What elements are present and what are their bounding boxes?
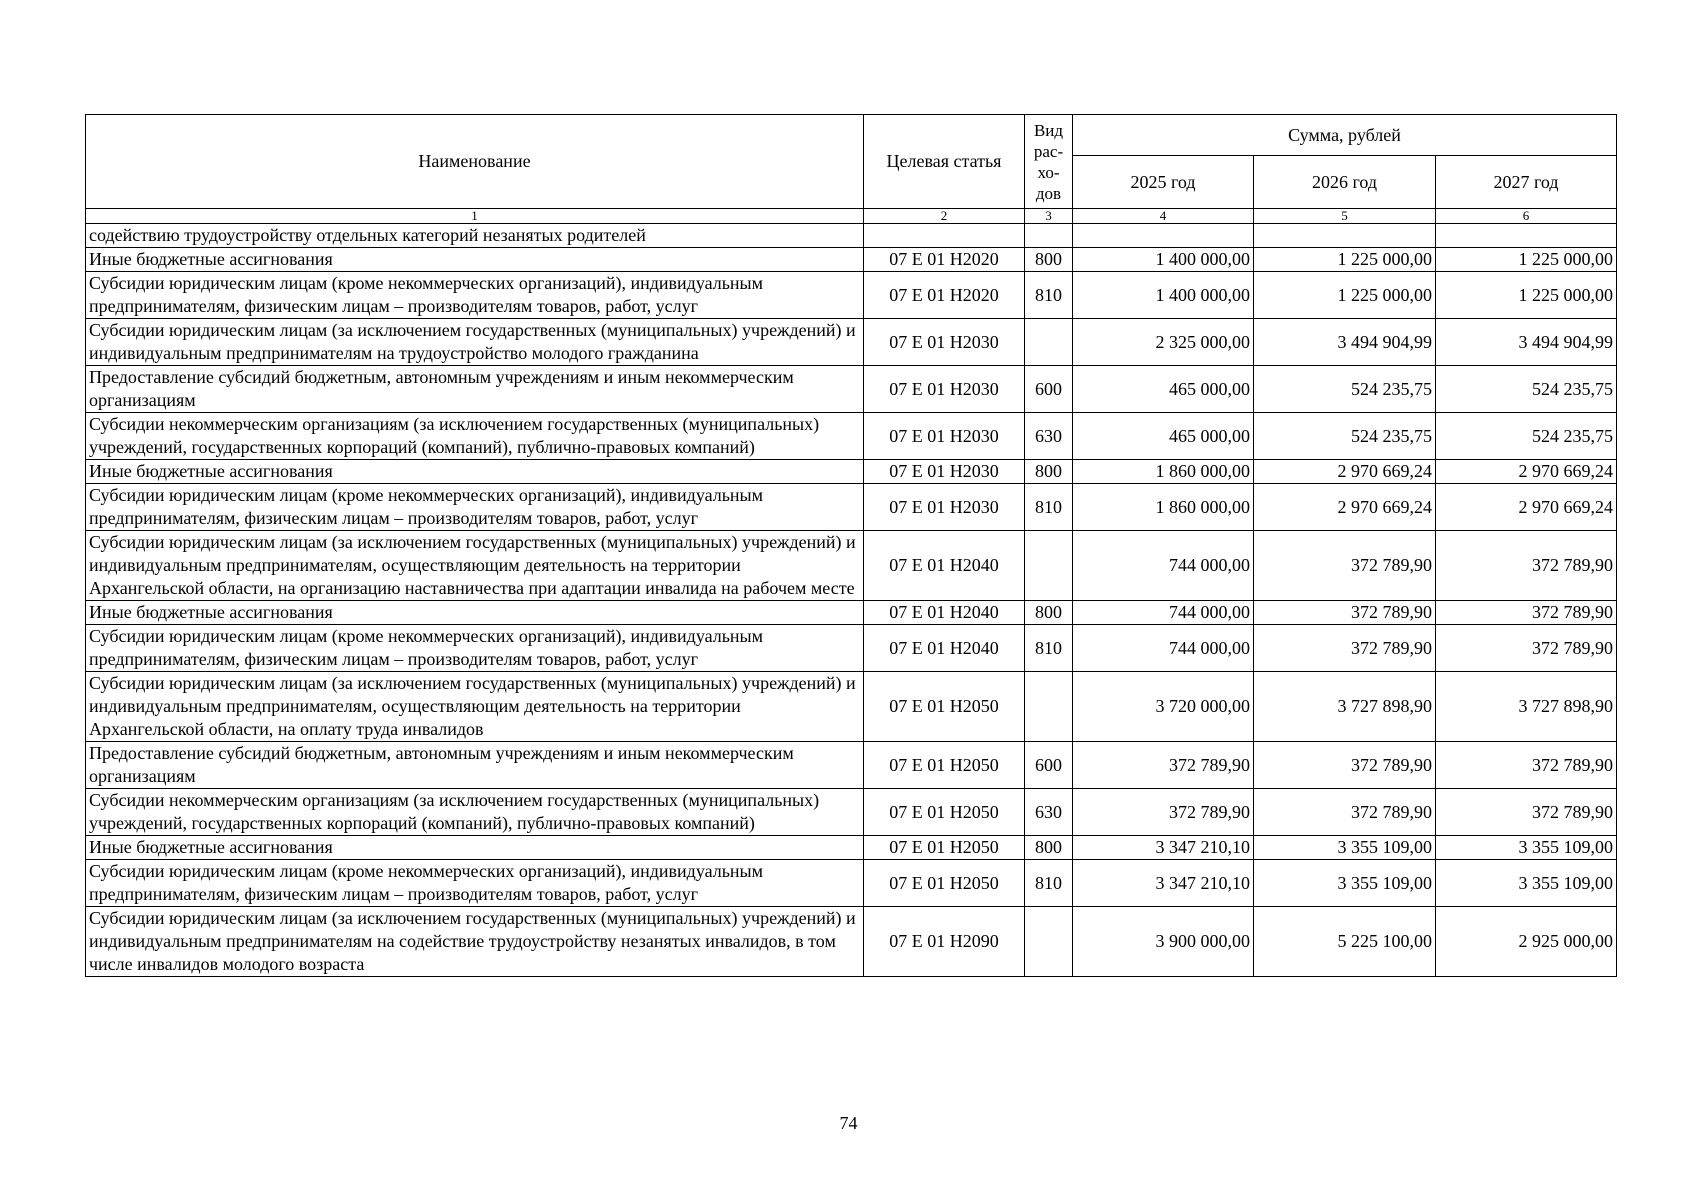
cell-expense-type: 800 [1025,601,1073,625]
table-row [86,531,1617,601]
cell-amount-2025: 3 347 210,10 [1073,836,1254,860]
cell-amount-2026: 3 355 109,00 [1254,836,1436,860]
cell-amount-2025: 1 400 000,00 [1073,272,1254,319]
cell-expense-type [1025,531,1073,601]
cell-amount-2027: 372 789,90 [1436,531,1617,601]
table-row [86,625,1617,672]
cell-amount-2025: 372 789,90 [1073,742,1254,789]
cell-amount-2026: 3 727 898,90 [1254,672,1436,742]
cell-amount-2025: 372 789,90 [1073,789,1254,836]
cell-name: Субсидии юридическим лицам (за исключением государственных (муниципальных) учреждений) и индивидуальным предпринимателям на трудоустройство молодого гражданина [86,319,864,366]
cell-amount-2027: 2 925 000,00 [1436,907,1617,977]
cell-amount-2027: 2 970 669,24 [1436,484,1617,531]
cell-expense-type [1025,672,1073,742]
header-expense-type-line: хо- [1037,162,1060,182]
cell-amount-2027: 3 494 904,99 [1436,319,1617,366]
column-number-row [86,209,1617,224]
budget-table [85,114,1617,977]
column-number: 2 [864,209,1025,224]
cell-amount-2026: 3 355 109,00 [1254,860,1436,907]
cell-amount-2025: 2 325 000,00 [1073,319,1254,366]
cell-name: Субсидии некоммерческим организациям (за исключением государственных (муниципальных) учреждений, государственных корпораций (компаний), публично-правовых компаний) [86,413,864,460]
table-body [86,224,1617,977]
cell-amount-2026: 1 225 000,00 [1254,272,1436,319]
header-target-article: Целевая статья [864,115,1025,209]
cell-amount-2025: 744 000,00 [1073,625,1254,672]
cell-amount-2027 [1436,224,1617,248]
cell-amount-2027: 524 235,75 [1436,366,1617,413]
header-year-2026: 2026 год [1254,156,1436,209]
cell-amount-2026: 372 789,90 [1254,742,1436,789]
cell-name: Субсидии юридическим лицам (кроме некоммерческих организаций), индивидуальным предпринимателям, физическим лицам – производителям товаров, работ, услуг [86,625,864,672]
cell-amount-2027: 3 727 898,90 [1436,672,1617,742]
header-expense-type-line: рас- [1033,141,1064,161]
cell-amount-2027: 372 789,90 [1436,742,1617,789]
cell-target-article: 07 Е 01 Н2050 [864,742,1025,789]
column-number: 6 [1436,209,1617,224]
cell-expense-type [1025,907,1073,977]
cell-target-article: 07 Е 01 Н2020 [864,272,1025,319]
cell-amount-2027: 3 355 109,00 [1436,860,1617,907]
cell-expense-type: 600 [1025,742,1073,789]
cell-amount-2025: 3 720 000,00 [1073,672,1254,742]
cell-amount-2026: 3 494 904,99 [1254,319,1436,366]
cell-amount-2026: 2 970 669,24 [1254,460,1436,484]
cell-target-article: 07 Е 01 Н2090 [864,907,1025,977]
cell-amount-2026: 524 235,75 [1254,366,1436,413]
table-row [86,484,1617,531]
table-row [86,272,1617,319]
column-number: 5 [1254,209,1436,224]
header-year-2025: 2025 год [1073,156,1254,209]
cell-amount-2025: 1 860 000,00 [1073,460,1254,484]
table-row [86,248,1617,272]
cell-amount-2026 [1254,224,1436,248]
cell-expense-type [1025,319,1073,366]
cell-target-article: 07 Е 01 Н2020 [864,248,1025,272]
cell-expense-type: 600 [1025,366,1073,413]
cell-name: Субсидии юридическим лицам (за исключением государственных (муниципальных) учреждений) и индивидуальным предпринимателям на содействие трудоустройству незанятых инвалидов, в том числе инвалидов молодого возраста [86,907,864,977]
cell-target-article: 07 Е 01 Н2040 [864,625,1025,672]
cell-target-article: 07 Е 01 Н2040 [864,601,1025,625]
table-row [86,224,1617,248]
cell-expense-type: 800 [1025,836,1073,860]
header-expense-type-line: Вид [1033,120,1064,140]
cell-name: Иные бюджетные ассигнования [86,248,864,272]
cell-name: Иные бюджетные ассигнования [86,601,864,625]
table-row [86,860,1617,907]
cell-amount-2025: 744 000,00 [1073,531,1254,601]
cell-target-article: 07 Е 01 Н2050 [864,836,1025,860]
cell-amount-2026: 524 235,75 [1254,413,1436,460]
cell-target-article: 07 Е 01 Н2030 [864,366,1025,413]
page-number: 74 [839,1113,858,1133]
cell-name: Субсидии некоммерческим организациям (за исключением государственных (муниципальных) учреждений, государственных корпораций (компаний), публично-правовых компаний) [86,789,864,836]
header-expense-type-line: дов [1035,183,1062,203]
cell-expense-type: 800 [1025,248,1073,272]
cell-target-article: 07 Е 01 Н2050 [864,672,1025,742]
cell-name: Субсидии юридическим лицам (кроме некоммерческих организаций), индивидуальным предпринимателям, физическим лицам – производителям товаров, работ, услуг [86,484,864,531]
cell-name: Субсидии юридическим лицам (за исключением государственных (муниципальных) учреждений) и индивидуальным предпринимателям, осуществляющим деятельность на территории Архангельской области, на организацию наставничества при адаптации инвалида на рабочем месте [86,531,864,601]
table-row [86,319,1617,366]
cell-target-article: 07 Е 01 Н2030 [864,319,1025,366]
cell-target-article: 07 Е 01 Н2050 [864,860,1025,907]
header-name: Наименование [86,115,864,209]
cell-amount-2025: 465 000,00 [1073,413,1254,460]
cell-amount-2025: 3 900 000,00 [1073,907,1254,977]
cell-name: Субсидии юридическим лицам (за исключением государственных (муниципальных) учреждений) и индивидуальным предпринимателям, осуществляющим деятельность на территории Архангельской области, на оплату труда инвалидов [86,672,864,742]
cell-amount-2027: 2 970 669,24 [1436,460,1617,484]
cell-name: Иные бюджетные ассигнования [86,460,864,484]
cell-expense-type: 800 [1025,460,1073,484]
cell-target-article: 07 Е 01 Н2030 [864,460,1025,484]
table-row [86,907,1617,977]
table-row [86,836,1617,860]
table-row [86,789,1617,836]
cell-amount-2026: 2 970 669,24 [1254,484,1436,531]
cell-expense-type: 630 [1025,413,1073,460]
header-row-top [86,115,1617,156]
cell-amount-2025: 465 000,00 [1073,366,1254,413]
cell-amount-2027: 372 789,90 [1436,601,1617,625]
cell-amount-2026: 372 789,90 [1254,625,1436,672]
cell-target-article: 07 Е 01 Н2050 [864,789,1025,836]
cell-expense-type: 810 [1025,860,1073,907]
cell-amount-2025 [1073,224,1254,248]
cell-name: Субсидии юридическим лицам (кроме некоммерческих организаций), индивидуальным предпринимателям, физическим лицам – производителям товаров, работ, услуг [86,860,864,907]
cell-target-article: 07 Е 01 Н2030 [864,484,1025,531]
table-row [86,742,1617,789]
header-year-2027: 2027 год [1436,156,1617,209]
cell-expense-type: 630 [1025,789,1073,836]
cell-amount-2025: 1 860 000,00 [1073,484,1254,531]
table-row [86,366,1617,413]
cell-amount-2027: 524 235,75 [1436,413,1617,460]
column-number: 1 [86,209,864,224]
cell-amount-2025: 3 347 210,10 [1073,860,1254,907]
header-expense-type [1025,115,1073,209]
cell-amount-2027: 1 225 000,00 [1436,272,1617,319]
cell-name: содействию трудоустройству отдельных категорий незанятых родителей [86,224,864,248]
cell-amount-2025: 744 000,00 [1073,601,1254,625]
table-row [86,672,1617,742]
cell-amount-2027: 372 789,90 [1436,625,1617,672]
cell-amount-2026: 372 789,90 [1254,531,1436,601]
cell-name: Предоставление субсидий бюджетным, автономным учреждениям и иным некоммерческим организациям [86,742,864,789]
cell-expense-type: 810 [1025,625,1073,672]
cell-amount-2025: 1 400 000,00 [1073,248,1254,272]
budget-page [85,114,1616,977]
cell-target-article: 07 Е 01 Н2040 [864,531,1025,601]
cell-expense-type [1025,224,1073,248]
cell-expense-type: 810 [1025,484,1073,531]
cell-name: Иные бюджетные ассигнования [86,836,864,860]
cell-target-article [864,224,1025,248]
cell-amount-2026: 5 225 100,00 [1254,907,1436,977]
cell-name: Субсидии юридическим лицам (кроме некоммерческих организаций), индивидуальным предпринимателям, физическим лицам – производителям товаров, работ, услуг [86,272,864,319]
table-row [86,460,1617,484]
table-row [86,413,1617,460]
cell-amount-2027: 3 355 109,00 [1436,836,1617,860]
cell-amount-2026: 1 225 000,00 [1254,248,1436,272]
cell-amount-2026: 372 789,90 [1254,601,1436,625]
column-number: 3 [1025,209,1073,224]
cell-amount-2027: 1 225 000,00 [1436,248,1617,272]
column-number: 4 [1073,209,1254,224]
cell-amount-2026: 372 789,90 [1254,789,1436,836]
cell-target-article: 07 Е 01 Н2030 [864,413,1025,460]
table-row [86,601,1617,625]
header-sum: Сумма, рублей [1073,115,1617,156]
cell-amount-2027: 372 789,90 [1436,789,1617,836]
cell-expense-type: 810 [1025,272,1073,319]
cell-name: Предоставление субсидий бюджетным, автономным учреждениям и иным некоммерческим организациям [86,366,864,413]
